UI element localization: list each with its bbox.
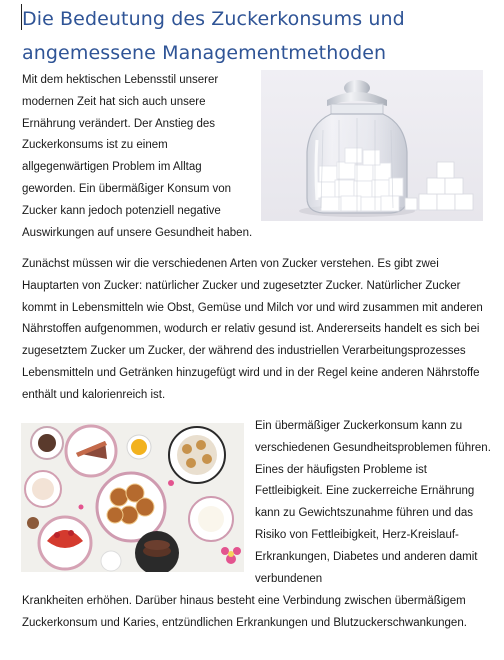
paragraph-sugar-types: Zunächst müssen wir die verschiedenen Arten von Zucker verstehen. Es gibt zwei Hauptarten von Zucker: natürlicher Zucker und zugesetzter Zucker. Natürlicher Zucker kommt in Lebensmitteln wie Obst, Gemüse und Milch vor und wird zusammen mit anderen Nährstoffen aufgenommen, wodurch er relativ gesund ist. Andererseits handelt es sich bei zugesetztem Zucker um Zucker, der während des industriellen Verarbeitungsprozesses Lebensmitteln und Getränken hinzugefügt wird und in der Regel keine anderen Nährstoffe enthält und kalorienreich ist. xyxy=(22,258,483,401)
title-line-1: Die Bedeutung des Zuckerkonsums und xyxy=(22,8,405,30)
document-title xyxy=(22,2,492,70)
title-line-2: angemessene Managementmethoden xyxy=(22,42,387,64)
desserts-image xyxy=(21,423,244,572)
sugar-jar-image xyxy=(261,70,483,221)
paragraph-health-effects-continued: Krankheiten erhöhen. Darüber hinaus besteht eine Verbindung zwischen übermäßigem Zuckerkonsum und Karies, entzündlichen Erkrankungen und Blutzuckerschwankungen. xyxy=(22,595,467,629)
paragraph-intro: Mit dem hektischen Lebensstil unserer modernen Zeit hat sich auch unsere Ernährung verändert. Der Anstieg des Zuckerkonsums ist zu einem allgegenwärtigen Problem im Alltag geworden. Ein übermäßiger Konsum von Zucker kann jedoch potenziell negative Auswirkungen auf unsere Gesundheit haben. xyxy=(22,74,253,239)
paragraph-health-effects: Ein übermäßiger Zuckerkonsum kann zu verschiedenen Gesundheitsproblemen führen. Eines der häufigsten Probleme ist Fettleibigkeit. Eine zuckerreiche Ernährung kann zu Gewichtszunahme führen und das Risiko von Fettleibigkeit, Herz-Kreislauf-Erkrankungen, Diabetes und anderen damit verbundenen xyxy=(255,420,491,585)
